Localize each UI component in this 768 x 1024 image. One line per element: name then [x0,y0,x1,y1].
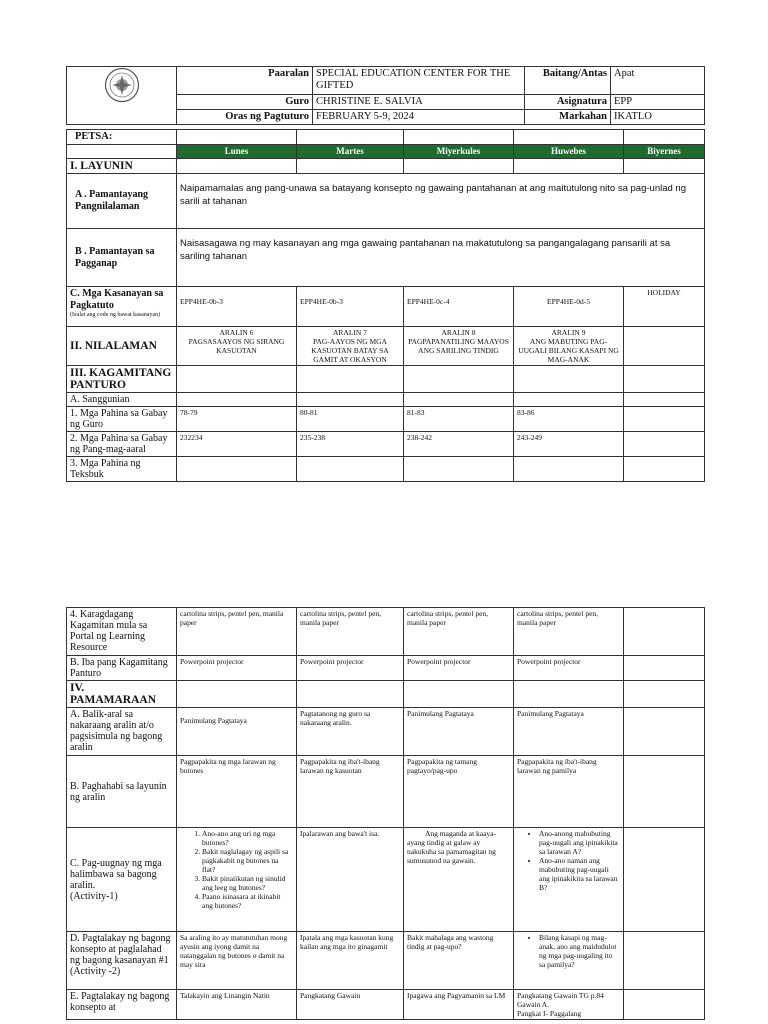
karagdagan-miyerkules: cartolina strips, pentel pen, manila paper [404,608,514,656]
guro-value: CHRISTINE E. SALVIA [313,95,525,110]
list-item: 4. Paano isinasara at ikinabit ang butones? [202,892,293,910]
magaaral-pages-huwebes: 243-249 [514,432,624,457]
kasanayan-title: C. Mga Kasanayan sa Pagkatuto [70,288,164,311]
pag-uugnay-miyerkules: Ang maganda at kaaya-ayang tindig at galaw ay nakukuha sa pamamagitan ng sumusunod na gawain. [404,828,514,932]
paghahabi-martes: Pagpapakita ng iba't-ibang larawan ng kasuotan [297,756,404,828]
pagtalakay-2-miyerkules: Ipagawa ang Pagyamanin sa LM [404,990,514,1020]
markahan-value: IKATLO [611,110,705,125]
asignatura-value: EPP [611,95,705,110]
pag-uugnay-lunes [177,828,297,932]
guro-pages-martes: 80-81 [297,407,404,432]
deped-seal [67,67,177,125]
code-lunes: EPP4HE-0b-3 [177,287,297,327]
kasanayan-note: (Isulat ang code ng bawat kasanayan) [70,312,161,318]
lesson-miyerkules: ARALIN 8 PAGPAPANATILING MAAYOS ANG SARILING TINDIG [404,327,514,366]
magaaral-pages-lunes: 232234 [177,432,297,457]
paaralan-value: SPECIAL EDUCATION CENTER FOR THE GIFTED [313,67,525,95]
deped-seal-icon [104,67,140,103]
oras-value: FEBRUARY 5-9, 2024 [313,110,525,125]
balik-aral-label: A. Balik-aral sa nakaraang aralin at/o pagsisimula ng bagong aralin [67,708,177,756]
balik-aral-huwebes: Panimulang Pagtataya [514,708,624,756]
kagamitan-title: III. KAGAMITANG PANTURO [67,366,177,393]
code-martes: EPP4HE-0b-3 [297,287,404,327]
magaaral-pages-martes: 235-238 [297,432,404,457]
pagtalakay-2-martes: Pangkatang Gawain [297,990,404,1020]
pagtalakay-1-martes: Ipatala ang mga kasuotan kung kailan ang mga ito ginagamit [297,932,404,990]
pag-uugnay-label: C. Pag-uugnay ng mga halimbawa sa bagong aralin. (Activity-1) [67,828,177,932]
karagdagan-huwebes: cartolina strips, pentel pen, manila paper [514,608,624,656]
guro-pages-miyerkules: 81-83 [404,407,514,432]
list-item: • Ano-ano naman ang mabubuting pag-uugali ang ipinakikita sa larawan B? [539,856,620,892]
pamamaraan-title: IV. PAMAMARAAN [67,681,177,708]
guro-pages-lunes: 78-79 [177,407,297,432]
list-item: 1. Ano-ano ang uri ng mga butones? [202,829,293,847]
iba-lunes: Powerpoint projector [177,656,297,681]
iba-miyerkules: Powerpoint projector [404,656,514,681]
pagtalakay-1-lunes: Sa araling ito ay matututuhan mong ayusin ang iyong damit na natanggalan ng butones o damit na may sira [177,932,297,990]
magaaral-pages-miyerkules: 238-242 [404,432,514,457]
paghahabi-huwebes: Pagpapakita ng iba't-ibang larawan ng pamilya [514,756,624,828]
balik-aral-lunes: Panimulang Pagtataya [177,708,297,756]
iba-martes: Powerpoint projector [297,656,404,681]
asignatura-label: Asignatura [525,95,611,110]
lesson-plan-table-top [66,129,705,482]
day-miyerkules: Miyerkules [404,145,514,159]
lesson-martes: ARALIN 7 PAG-AAYOS NG MGA KASUOTAN BATAY SA GAMIT AT OKASYON [297,327,404,366]
pamantayan-pagganap-label: B . Pamantayan sa Pagganap [67,229,177,287]
list-item: 3. Bakit pinaiikutan ng sinulid ang leeg ng butones? [202,874,293,892]
iba-kagamitan-label: B. Iba pang Kagamitang Panturo [67,656,177,681]
lesson-huwebes: ARALIN 9 ANG MABUTING PAG-UUGALI BILANG KASAPI NG MAG-ANAK [514,327,624,366]
pamantayang-pangnilalaman-label: A . Pamantayang Pangnilalaman [67,174,177,229]
day-biyernes: Biyernes [624,145,705,159]
baitang-value: Apat [611,67,705,95]
karagdagang-kagamitan-label: 4. Karagdagang Kagamitan mula sa Portal ng Learning Resource [67,608,177,656]
lesson-lunes: ARALIN 6 PAGSASAAYOS NG SIRANG KASUOTAN [177,327,297,366]
karagdagan-lunes: cartolina strips, pentel pen, manila paper [177,608,297,656]
markahan-label: Markahan [525,110,611,125]
pamantayang-pangnilalaman-text: Naipamamalas ang pang-unawa sa batayang konsepto ng gawaing pantahanan at ang maitutulong nito sa pag-unlad ng sarili at tahanan [177,174,705,229]
pagtalakay-1-label: D. Pagtalakay ng bagong konsepto at paglalahad ng bagong kasanayan #1 (Activity -2) [67,932,177,990]
gabay-magaaral-label: 2. Mga Pahina sa Gabay ng Pang-mag-aaral [67,432,177,457]
pamantayan-pagganap-text: Naisasagawa ng may kasanayan ang mga gawaing pantahanan na makatutulong sa pangangalagang pansarili at sa sariling tahanan [177,229,705,287]
paghahabi-lunes: Pagpapakita ng mga larawan ng butones [177,756,297,828]
pagtalakay-2-lunes: Talakayin ang Linangin Natin [177,990,297,1020]
balik-aral-miyerkules: Panimulang Pagtataya [404,708,514,756]
pagtalakay-1-miyerkules: Bakit mahalaga ang wastong tindig at pag-upo? [404,932,514,990]
paghahabi-miyerkules: Pagpapakita ng tamang pagtayo/pag-upo [404,756,514,828]
baitang-label: Baitang/Antas [525,67,611,95]
iba-huwebes: Powerpoint projector [514,656,624,681]
pagtalakay-2-label: E. Pagtalakay ng bagong konsepto at [67,990,177,1020]
day-martes: Martes [297,145,404,159]
guro-pages-huwebes: 83-86 [514,407,624,432]
balik-aral-martes: Pagtatanong ng guro sa nakaraang aralin. [297,708,404,756]
layunin-title: I. LAYUNIN [67,159,177,174]
header-table [66,66,705,125]
nilalaman-title: II. NILALAMAN [67,327,177,366]
paghahabi-label: B. Paghahabi sa layunin ng aralin [67,756,177,828]
code-huwebes: EPP4HE-0d-5 [514,287,624,327]
pag-uugnay-martes: Ipalarawan ang bawa't isa. [297,828,404,932]
gabay-guro-label: 1. Mga Pahina sa Gabay ng Guro [67,407,177,432]
kasanayan-label [67,287,177,327]
lesson-plan-table-bottom [66,607,705,1020]
paaralan-label: Paaralan [177,67,313,95]
code-miyerkules: EPP4HE-0c-4 [404,287,514,327]
pag-uugnay-huwebes [514,828,624,932]
list-item: • Ano-anong mabubuting pag-uugali ang ipinakikita sa larawan A? [539,829,620,856]
karagdagan-martes: cartolina strips, pentel pen, manila paper [297,608,404,656]
list-item: 2. Bakit naglalagay ng aspili sa pagkakabit ng butones na flat? [202,847,293,874]
petsa-label: PETSA: [67,130,177,145]
oras-label: Oras ng Pagtuturo [177,110,313,125]
teksbuk-label: 3. Mga Pahina ng Teksbuk [67,457,177,482]
list-item: • Bilang kasapi ng mag-anak, ano ang maidudulot ng mga pag-uugaling ito sa pamilya? [539,933,620,969]
pagtalakay-2-huwebes: Pangkatang Gawain TG p.84 Gawain A. Pangkat I- Paggalang [514,990,624,1020]
guro-label: Guro [177,95,313,110]
holiday-label: HOLIDAY [624,287,705,327]
pagtalakay-1-huwebes [514,932,624,990]
day-huwebes: Huwebes [514,145,624,159]
sanggunian-label: A. Sanggunian [67,393,177,407]
day-lunes: Lunes [177,145,297,159]
